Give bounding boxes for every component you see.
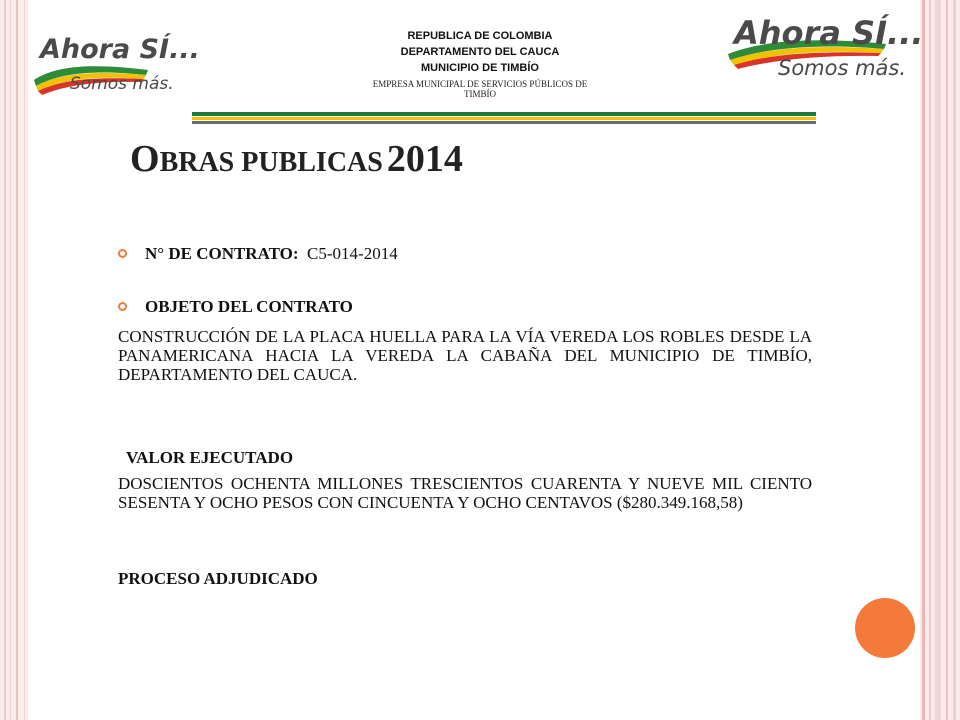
process-awarded-label: PROCESO ADJUDICADO [118, 569, 318, 588]
decorative-circle [855, 598, 915, 658]
bullet-icon [118, 302, 127, 311]
header-divider-dark [192, 121, 816, 124]
contract-number-row [118, 244, 398, 264]
title-year: 2014 [386, 138, 463, 180]
bullet-icon [118, 249, 127, 258]
header-divider-green [192, 112, 816, 116]
logo-main-text: Ahora SÍ... [734, 14, 924, 52]
contract-object-label: OBJETO DEL CONTRATO [145, 297, 353, 316]
title-initial: O [130, 138, 160, 180]
logo-main-text: Ahora SÍ... [40, 34, 200, 65]
contract-number-value: C5-014-2014 [307, 244, 398, 263]
contract-object-text: CONSTRUCCIÓN DE LA PLACA HUELLA PARA LA VÍA VEREDA LOS ROBLES DESDE LA PANAMERICANA HACIA LA VEREDA LA CABAÑA DEL MUNICIPIO DE TIMBÍO, DEPARTAMENTO DEL CAUCA. [118, 327, 812, 384]
header-divider-yellow [192, 117, 816, 120]
title-rest: BRAS PUBLICAS [159, 147, 383, 178]
contract-object-row [118, 297, 353, 317]
header-department: DEPARTAMENTO DEL CAUCA [400, 46, 560, 58]
value-executed-label: VALOR EJECUTADO [126, 448, 294, 467]
right-decorative-border [920, 0, 960, 720]
page-title [130, 137, 463, 181]
left-decorative-border [0, 0, 28, 720]
contract-number-separator: : [292, 244, 299, 263]
ahora-si-logo-right [718, 10, 924, 90]
logo-sub-text: Somos más. [70, 74, 174, 94]
value-executed-text: DOSCIENTOS OCHENTA MILLONES TRESCIENTOS CUARENTA Y NUEVE MIL CIENTO SESENTA Y OCHO PESOS CON CINCUENTA Y OCHO CENTAVOS ($280.349.168,58) [118, 474, 812, 512]
contract-number-label: N° DE CONTRATO [145, 244, 293, 263]
logo-sub-text: Somos más. [778, 56, 907, 80]
document-header [360, 28, 600, 99]
header-country: REPUBLICA DE COLOMBIA [407, 30, 553, 42]
header-company: EMPRESA MUNICIPAL DE SERVICIOS PÚBLICOS DE TIMBÍO [372, 79, 588, 99]
ahora-si-logo-left [28, 28, 200, 108]
header-municipality: MUNICIPIO DE TIMBÍO [421, 62, 539, 74]
